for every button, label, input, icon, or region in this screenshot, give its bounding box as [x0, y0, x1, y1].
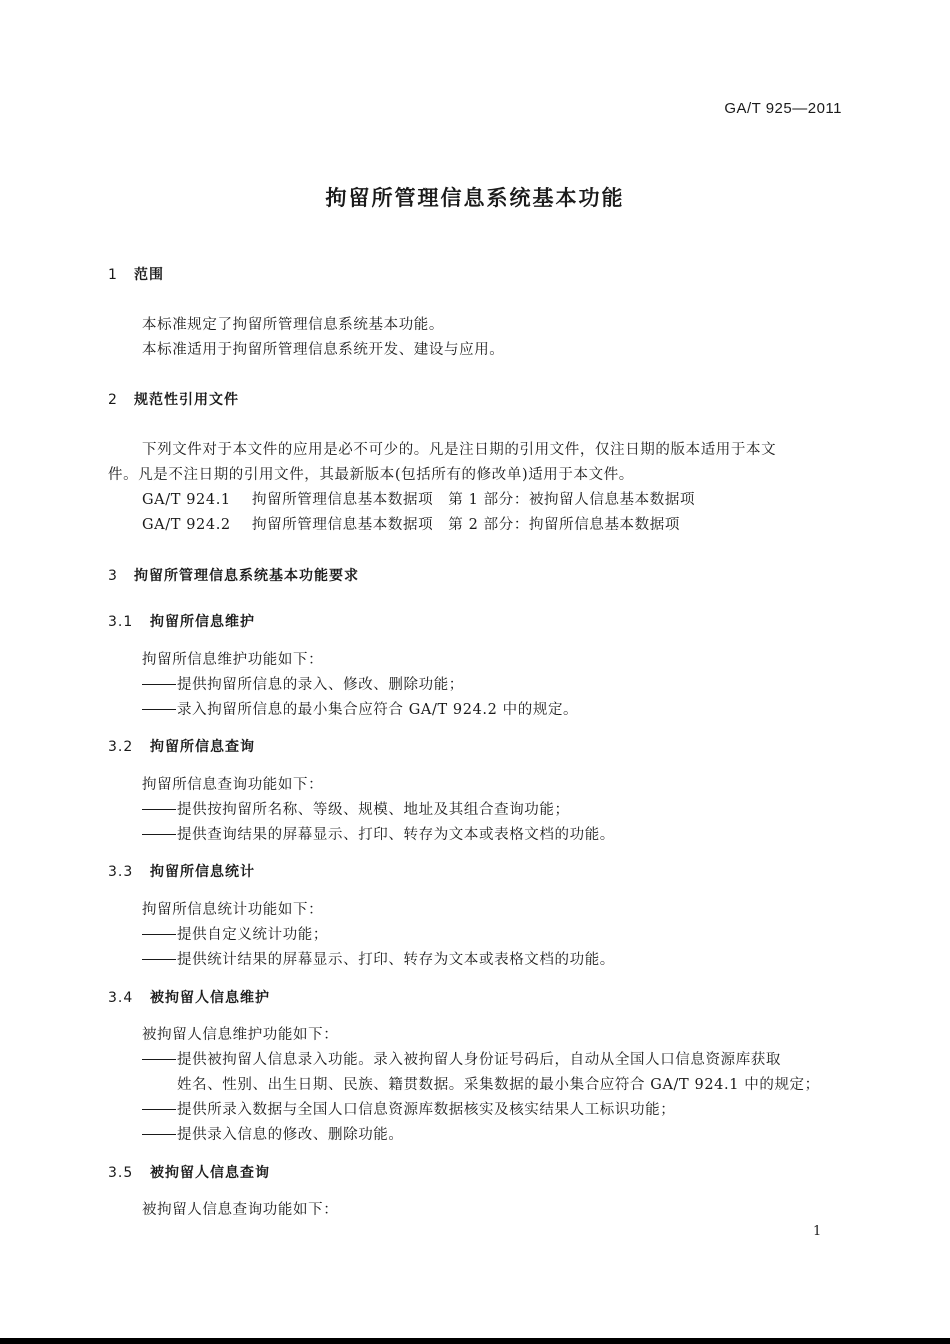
standard-code: GA/T 925—2011 [724, 100, 842, 117]
subsection-3-4-heading [108, 987, 270, 1007]
list-item: 录入拘留所信息的最小集合应符合 GA/T 924.2 中的规定。 [142, 698, 578, 719]
em-dash [142, 959, 176, 960]
section-1-heading [108, 264, 164, 284]
section-number: 3 [108, 568, 118, 584]
paragraph: 本标准规定了拘留所管理信息系统基本功能。 [142, 317, 444, 333]
section-number: 1 [108, 267, 118, 283]
page-number: 1 [813, 1224, 822, 1239]
list-item: 提供录入信息的修改、删除功能。 [142, 1123, 404, 1144]
reference-title: 拘留所管理信息基本数据项 第 1 部分：被拘留人信息基本数据项 [252, 492, 696, 508]
em-dash [142, 1109, 176, 1110]
section-3-heading [108, 565, 359, 585]
list-item: 提供自定义统计功能； [142, 923, 328, 944]
list-item-continuation: 姓名、性别、出生日期、民族、籍贯数据。采集数据的最小集合应符合 GA/T 924.1 中的规定； [177, 1077, 820, 1093]
paragraph-continuation: 件。凡是不注日期的引用文件，其最新版本(包括所有的修改单)适用于本文件。 [108, 467, 634, 483]
list-item: 提供所录入数据与全国人口信息资源库数据核实及核实结果人工标识功能； [142, 1098, 675, 1119]
section-title: 规范性引用文件 [134, 392, 239, 408]
paragraph: 拘留所信息查询功能如下： [142, 777, 324, 793]
document-title: 拘留所管理信息系统基本功能 [325, 186, 625, 210]
paragraph: 下列文件对于本文件的应用是必不可少的。凡是注日期的引用文件，仅注日期的版本适用于本文 [142, 442, 777, 458]
section-title: 范围 [134, 267, 164, 283]
subsection-title: 被拘留人信息查询 [150, 1165, 270, 1181]
paragraph: 本标准适用于拘留所管理信息系统开发、建设与应用。 [142, 342, 505, 358]
list-item: 提供查询结果的屏幕显示、打印、转存为文本或表格文档的功能。 [142, 823, 615, 844]
subsection-title: 拘留所信息统计 [150, 864, 255, 880]
list-item: 提供被拘留人信息录入功能。录入被拘留人身份证号码后，自动从全国人口信息资源库获取 [142, 1048, 781, 1069]
page-bottom-border [0, 1338, 950, 1344]
reference-title: 拘留所管理信息基本数据项 第 2 部分：拘留所信息基本数据项 [252, 517, 680, 533]
paragraph: 拘留所信息维护功能如下： [142, 652, 324, 668]
section-2-heading [108, 389, 239, 409]
reference-code: GA/T 924.2 [142, 517, 231, 533]
paragraph: 被拘留人信息查询功能如下： [142, 1202, 339, 1218]
reference-code: GA/T 924.1 [142, 492, 231, 508]
subsection-3-3-heading [108, 861, 255, 881]
subsection-3-5-heading [108, 1162, 270, 1182]
subsection-title: 被拘留人信息维护 [150, 990, 270, 1006]
em-dash [142, 834, 176, 835]
subsection-number: 3.1 [108, 614, 134, 630]
list-item: 提供拘留所信息的录入、修改、删除功能； [142, 673, 464, 694]
subsection-number: 3.3 [108, 864, 134, 880]
paragraph: 拘留所信息统计功能如下： [142, 902, 324, 918]
subsection-3-2-heading [108, 736, 255, 756]
reference-item [142, 488, 695, 509]
subsection-number: 3.4 [108, 990, 134, 1006]
subsection-number: 3.5 [108, 1165, 134, 1181]
section-number: 2 [108, 392, 118, 408]
paragraph: 被拘留人信息维护功能如下： [142, 1027, 339, 1043]
em-dash [142, 809, 176, 810]
em-dash [142, 1059, 176, 1060]
section-title: 拘留所管理信息系统基本功能要求 [134, 568, 359, 584]
em-dash [142, 684, 176, 685]
list-item: 提供统计结果的屏幕显示、打印、转存为文本或表格文档的功能。 [142, 948, 615, 969]
em-dash [142, 709, 176, 710]
list-item: 提供按拘留所名称、等级、规模、地址及其组合查询功能； [142, 798, 570, 819]
subsection-number: 3.2 [108, 739, 134, 755]
em-dash [142, 934, 176, 935]
em-dash [142, 1134, 176, 1135]
reference-item [142, 513, 680, 534]
subsection-title: 拘留所信息维护 [150, 614, 255, 630]
subsection-3-1-heading [108, 611, 255, 631]
subsection-title: 拘留所信息查询 [150, 739, 255, 755]
